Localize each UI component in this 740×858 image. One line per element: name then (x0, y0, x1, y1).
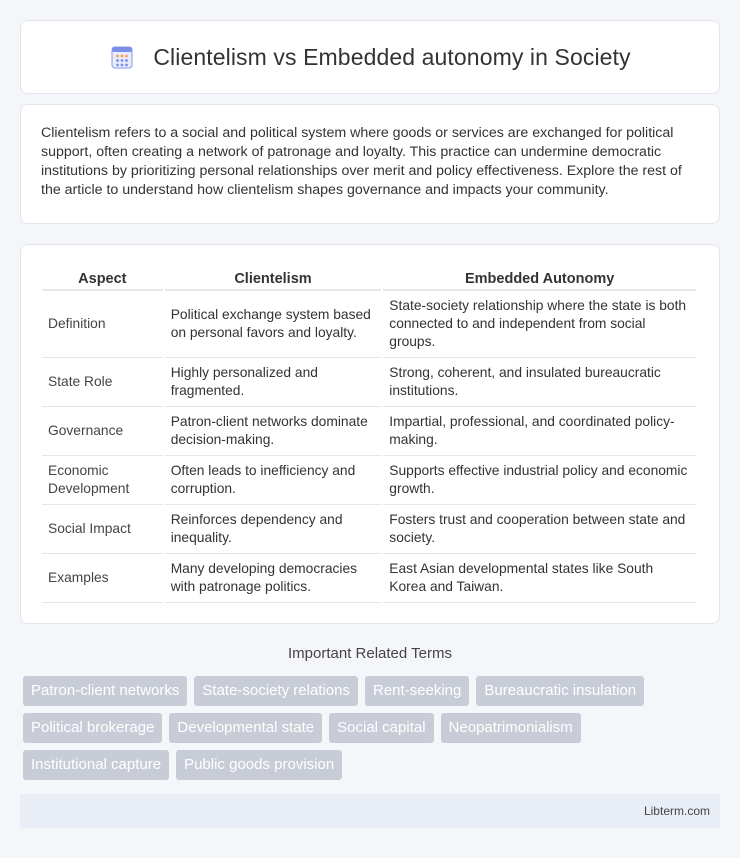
row-aspect: State Role (42, 358, 163, 407)
row-embedded-autonomy: East Asian developmental states like South Korea and Taiwan. (383, 554, 696, 603)
header-embedded-autonomy: Embedded Autonomy (383, 265, 696, 291)
row-clientelism: Reinforces dependency and inequality. (165, 505, 382, 554)
related-terms-title: Important Related Terms (288, 645, 452, 662)
related-term-tag[interactable]: State-society relations (194, 676, 358, 706)
related-terms-list (23, 676, 723, 780)
table-header-row (42, 265, 696, 291)
related-term-tag[interactable]: Developmental state (169, 713, 322, 743)
table-row (42, 407, 696, 456)
comparison-table-card (20, 244, 720, 624)
table-row (42, 554, 696, 603)
header-card (20, 20, 720, 94)
table-row (42, 456, 696, 505)
intro-card (20, 104, 720, 224)
related-term-tag[interactable]: Public goods provision (176, 750, 342, 780)
row-clientelism: Patron-client networks dominate decision-making. (165, 407, 382, 456)
calendar-grid-icon (109, 44, 135, 70)
header-aspect: Aspect (42, 265, 163, 291)
table-row (42, 505, 696, 554)
related-term-tag[interactable]: Rent-seeking (365, 676, 469, 706)
row-aspect: Governance (42, 407, 163, 456)
related-term-tag[interactable]: Social capital (329, 713, 433, 743)
row-aspect: Examples (42, 554, 163, 603)
row-embedded-autonomy: Supports effective industrial policy and economic growth. (383, 456, 696, 505)
comparison-table (40, 265, 698, 603)
related-term-tag[interactable]: Patron-client networks (23, 676, 187, 706)
row-embedded-autonomy: State-society relationship where the state is both connected to and independent from social groups. (383, 291, 696, 358)
header-clientelism: Clientelism (165, 265, 382, 291)
related-term-tag[interactable]: Neopatrimonialism (441, 713, 581, 743)
row-aspect: Definition (42, 291, 163, 358)
row-embedded-autonomy: Fosters trust and cooperation between state and society. (383, 505, 696, 554)
table-row (42, 291, 696, 358)
footer-site-link[interactable]: Libterm.com (643, 804, 710, 818)
row-aspect: Economic Development (42, 456, 163, 505)
row-embedded-autonomy: Strong, coherent, and insulated bureaucratic institutions. (383, 358, 696, 407)
footer (20, 794, 720, 828)
row-clientelism: Highly personalized and fragmented. (165, 358, 382, 407)
row-clientelism: Often leads to inefficiency and corruption. (165, 456, 382, 505)
table-row (42, 358, 696, 407)
related-term-tag[interactable]: Institutional capture (23, 750, 169, 780)
intro-text: Clientelism refers to a social and political system where goods or services are exchanged for political support, often creating a network of patronage and loyalty. This practice can undermine democratic institutions by prioritizing personal relationships over merit and policy effectiveness. Explore the rest of the article to understand how clientelism shapes governance and impacts your community. (41, 125, 682, 198)
page-title: Clientelism vs Embedded autonomy in Society (153, 43, 631, 70)
row-embedded-autonomy: Impartial, professional, and coordinated policy-making. (383, 407, 696, 456)
row-aspect: Social Impact (42, 505, 163, 554)
row-clientelism: Many developing democracies with patronage politics. (165, 554, 382, 603)
related-term-tag[interactable]: Bureaucratic insulation (476, 676, 644, 706)
related-term-tag[interactable]: Political brokerage (23, 713, 162, 743)
row-clientelism: Political exchange system based on personal favors and loyalty. (165, 291, 382, 358)
